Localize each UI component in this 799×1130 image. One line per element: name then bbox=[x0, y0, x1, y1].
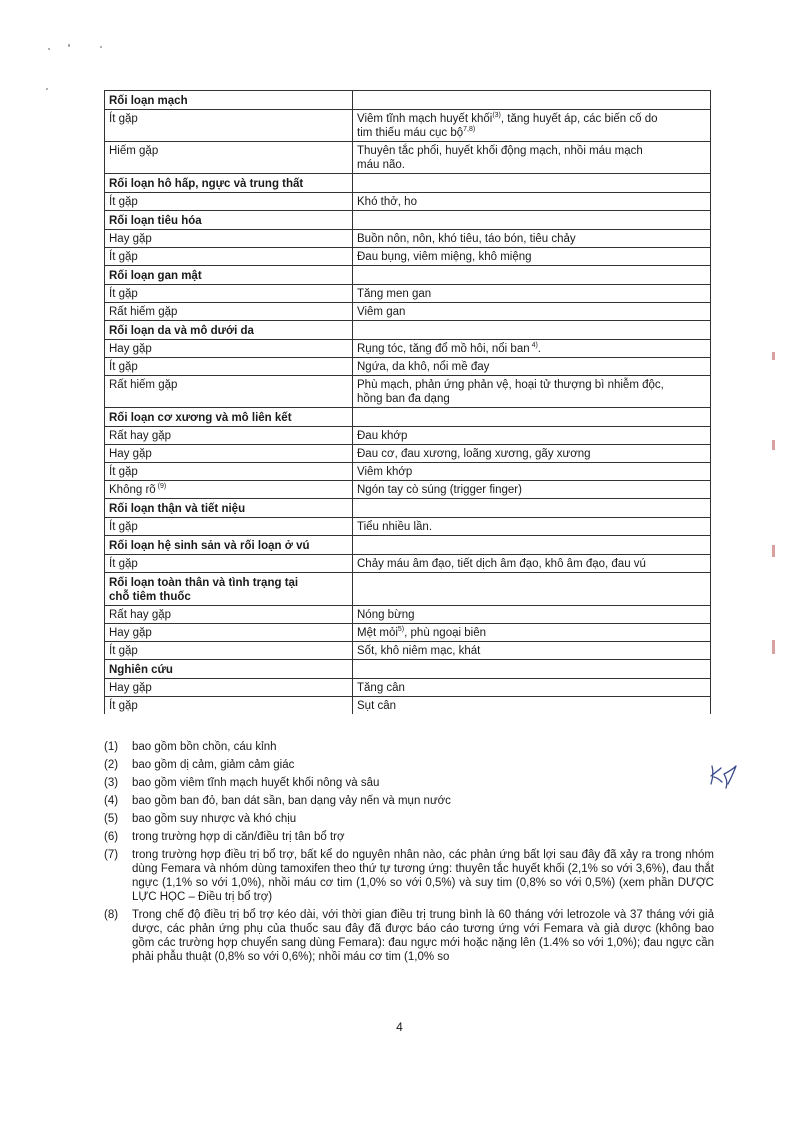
footnote-item bbox=[104, 740, 714, 754]
adverse-effect-cell: Nóng bừng bbox=[353, 606, 711, 624]
adverse-effect-cell: Đau bụng, viêm miệng, khô miệng bbox=[353, 248, 711, 266]
scan-speck bbox=[48, 48, 50, 50]
footnote-number: (7) bbox=[104, 849, 119, 861]
scan-speck bbox=[68, 44, 70, 47]
scan-speck bbox=[772, 545, 775, 557]
table-row bbox=[105, 142, 711, 174]
footnote-item bbox=[104, 812, 714, 826]
frequency-cell: Ít gặp bbox=[105, 193, 353, 211]
adverse-effect-cell: Chảy máu âm đạo, tiết dịch âm đạo, khô âm đạo, đau vú bbox=[353, 555, 711, 573]
table-row bbox=[105, 376, 711, 408]
adverse-effect-cell: Đau cơ, đau xương, loãng xương, gãy xương bbox=[353, 445, 711, 463]
section-header-spacer bbox=[353, 174, 711, 193]
section-title: Rối loạn da và mô dưới da bbox=[109, 325, 254, 337]
frequency-cell: Hay gặp bbox=[105, 624, 353, 642]
scan-speck bbox=[46, 88, 48, 90]
footnote-text: bao gồm ban đỏ, ban dát sần, ban dạng vảy nến và mụn nước bbox=[132, 795, 451, 807]
footnotes bbox=[104, 740, 714, 968]
frequency-cell: Ít gặp bbox=[105, 642, 353, 660]
section-header-row bbox=[105, 266, 711, 285]
footnote-text: bao gồm viêm tĩnh mạch huyết khối nông và sâu bbox=[132, 777, 380, 789]
section-title: chỗ tiêm thuốc bbox=[109, 591, 191, 603]
adverse-effect-cell: Viêm gan bbox=[353, 303, 711, 321]
table-row bbox=[105, 555, 711, 573]
frequency-cell: Ít gặp bbox=[105, 358, 353, 376]
adverse-effect-cell: Thuyên tắc phổi, huyết khối động mạch, nhồi máu mạch máu não. bbox=[353, 142, 711, 174]
footnote-item bbox=[104, 848, 714, 904]
footnote-number: (2) bbox=[104, 759, 119, 771]
adverse-effect-cell: Buồn nôn, nôn, khó tiêu, táo bón, tiêu chảy bbox=[353, 230, 711, 248]
footnote-text: bao gồm dị cảm, giảm cảm giác bbox=[132, 759, 295, 771]
handwritten-initials bbox=[706, 760, 742, 790]
section-title: Nghiên cứu bbox=[109, 664, 173, 676]
section-header-spacer bbox=[353, 573, 711, 606]
table-row bbox=[105, 463, 711, 481]
footnote-text: bao gồm suy nhược và khó chịu bbox=[132, 813, 297, 825]
frequency-cell: Rất hay gặp bbox=[105, 606, 353, 624]
section-header-spacer bbox=[353, 266, 711, 285]
adverse-effect-cell: Rụng tóc, tăng đổ mồ hôi, nổi ban $^{4)}$. bbox=[353, 340, 711, 358]
section-header-row bbox=[105, 536, 711, 555]
frequency-cell: Ít gặp bbox=[105, 555, 353, 573]
frequency-cell: Hay gặp bbox=[105, 340, 353, 358]
footnote-item bbox=[104, 830, 714, 844]
footnote-number: (3) bbox=[104, 777, 119, 789]
adverse-effect-cell: Tiểu nhiều lần. bbox=[353, 518, 711, 536]
table-row bbox=[105, 230, 711, 248]
footnote-number: (6) bbox=[104, 831, 119, 843]
table-row bbox=[105, 679, 711, 697]
section-header-spacer bbox=[353, 91, 711, 110]
footnote-number: (4) bbox=[104, 795, 119, 807]
section-header-spacer bbox=[353, 499, 711, 518]
table-row bbox=[105, 248, 711, 266]
table-row bbox=[105, 193, 711, 211]
section-header-row bbox=[105, 573, 711, 606]
footnote-number: (5) bbox=[104, 813, 119, 825]
footnote-text: bao gồm bồn chồn, cáu kỉnh bbox=[132, 741, 277, 753]
frequency-cell: Rất hiếm gặp bbox=[105, 376, 353, 408]
footnote-item bbox=[104, 794, 714, 808]
section-header-row bbox=[105, 408, 711, 427]
adverse-effect-cell: Ngón tay cò súng (trigger finger) bbox=[353, 481, 711, 499]
section-title: Rối loạn hô hấp, ngực và trung thất bbox=[109, 178, 304, 190]
frequency-cell: Hay gặp bbox=[105, 445, 353, 463]
section-header-spacer bbox=[353, 660, 711, 679]
section-header-spacer bbox=[353, 536, 711, 555]
section-header-row bbox=[105, 321, 711, 340]
section-title: Rối loạn mạch bbox=[109, 95, 188, 107]
section-title: Rối loạn hệ sinh sản và rối loạn ở vú bbox=[109, 540, 310, 552]
adverse-effect-cell: Tăng men gan bbox=[353, 285, 711, 303]
adverse-effect-cell: Viêm khớp bbox=[353, 463, 711, 481]
table-row bbox=[105, 110, 711, 142]
scan-speck bbox=[772, 640, 775, 654]
scan-speck bbox=[100, 46, 102, 48]
footnote-text: trong trường hợp điều trị bổ trợ, bất kể do nguyên nhân nào, các phản ứng bất lợi sau đây đã xảy ra trong nhóm dùng Femara và nhóm dùng tamoxifen theo thứ tự tương ứng: thuyên tắc huyết khối (2,1% so với 3,6%), đau thắt ngực (1,1% so với 1,0%), nhồi máu cơ tim (1,0% so với 0,5%) và suy tim (0,8% so với 0,5%) (xem phần DƯỢC LỰC HỌC – Điều trị bổ trợ) bbox=[132, 849, 714, 903]
adverse-effect-cell: Tăng cân bbox=[353, 679, 711, 697]
adverse-effect-cell: Phù mạch, phản ứng phản vệ, hoại tử thượng bì nhiễm độc, hồng ban đa dạng bbox=[353, 376, 711, 408]
table-row bbox=[105, 624, 711, 642]
section-header-spacer bbox=[353, 211, 711, 230]
section-title: Rối loạn toàn thân và tình trạng tại bbox=[109, 577, 299, 589]
footnote-item bbox=[104, 908, 714, 964]
footnote-number: (8) bbox=[104, 909, 119, 921]
section-header-row bbox=[105, 91, 711, 110]
frequency-cell: Ít gặp bbox=[105, 697, 353, 715]
footnote-text: Trong chế độ điều trị bổ trợ kéo dài, với thời gian điều trị trung bình là 60 tháng với letrozole và 37 tháng với giả dược, các phản ứng phụ của thuốc sau đây đã được báo cáo tương ứng với Femara và giả dược (không bao gồm các trường hợp chuyển sang dùng Femara): đau ngực mới hoặc nặng lên (1.4% so với 1,0%); đau ngực cần phải phẫu thuật (0,8% so với 0,6%); nhồi máu cơ tim (1,0% so bbox=[132, 909, 714, 963]
table-row bbox=[105, 285, 711, 303]
adverse-effect-cell: Sụt cân bbox=[353, 697, 711, 715]
frequency-cell: Ít gặp bbox=[105, 110, 353, 142]
table-row bbox=[105, 518, 711, 536]
section-title: Rối loạn cơ xương và mô liên kết bbox=[109, 412, 292, 424]
adverse-effect-cell: Sốt, khô niêm mạc, khát bbox=[353, 642, 711, 660]
scan-speck bbox=[772, 352, 775, 360]
frequency-cell: Hay gặp bbox=[105, 230, 353, 248]
table-row bbox=[105, 358, 711, 376]
section-header-row bbox=[105, 211, 711, 230]
table-row bbox=[105, 445, 711, 463]
frequency-cell: Rất hiếm gặp bbox=[105, 303, 353, 321]
footnote-item bbox=[104, 776, 714, 790]
scan-speck bbox=[772, 440, 775, 450]
table-row bbox=[105, 642, 711, 660]
adverse-effect-cell: Khó thở, ho bbox=[353, 193, 711, 211]
table-row bbox=[105, 606, 711, 624]
adverse-reactions-table bbox=[104, 90, 711, 714]
footnote-number: (1) bbox=[104, 741, 119, 753]
adverse-effect-cell: Đau khớp bbox=[353, 427, 711, 445]
table-row bbox=[105, 697, 711, 715]
adverse-effect-cell: Ngứa, da khô, nổi mề đay bbox=[353, 358, 711, 376]
table-row bbox=[105, 481, 711, 499]
frequency-cell: Hay gặp bbox=[105, 679, 353, 697]
page-number: 4 bbox=[396, 1020, 403, 1034]
section-title: Rối loạn thận và tiết niệu bbox=[109, 503, 246, 515]
adverse-effect-cell: Mệt mỏi$^{5)}$, phù ngoại biên bbox=[353, 624, 711, 642]
footnote-text: trong trường hợp di căn/điều trị tân bổ trợ bbox=[132, 831, 345, 843]
frequency-cell: Không rõ $^{(9)}$ bbox=[105, 481, 353, 499]
table-row bbox=[105, 340, 711, 358]
section-header-spacer bbox=[353, 408, 711, 427]
section-header-row bbox=[105, 499, 711, 518]
frequency-cell: Ít gặp bbox=[105, 248, 353, 266]
footnote-item bbox=[104, 758, 714, 772]
section-title: Rối loạn tiêu hóa bbox=[109, 215, 202, 227]
table-row bbox=[105, 427, 711, 445]
frequency-cell: Hiếm gặp bbox=[105, 142, 353, 174]
frequency-cell: Ít gặp bbox=[105, 518, 353, 536]
section-header-spacer bbox=[353, 321, 711, 340]
section-header-row bbox=[105, 174, 711, 193]
section-title: Rối loạn gan mật bbox=[109, 270, 202, 282]
frequency-cell: Ít gặp bbox=[105, 463, 353, 481]
section-header-row bbox=[105, 660, 711, 679]
table-row bbox=[105, 303, 711, 321]
adverse-effect-cell: Viêm tĩnh mạch huyết khối$^{(3)}$, tăng huyết áp, các biến cố do tim thiếu máu cục bộ$^{7,8)}$ bbox=[353, 110, 711, 142]
frequency-cell: Rất hay gặp bbox=[105, 427, 353, 445]
frequency-cell: Ít gặp bbox=[105, 285, 353, 303]
